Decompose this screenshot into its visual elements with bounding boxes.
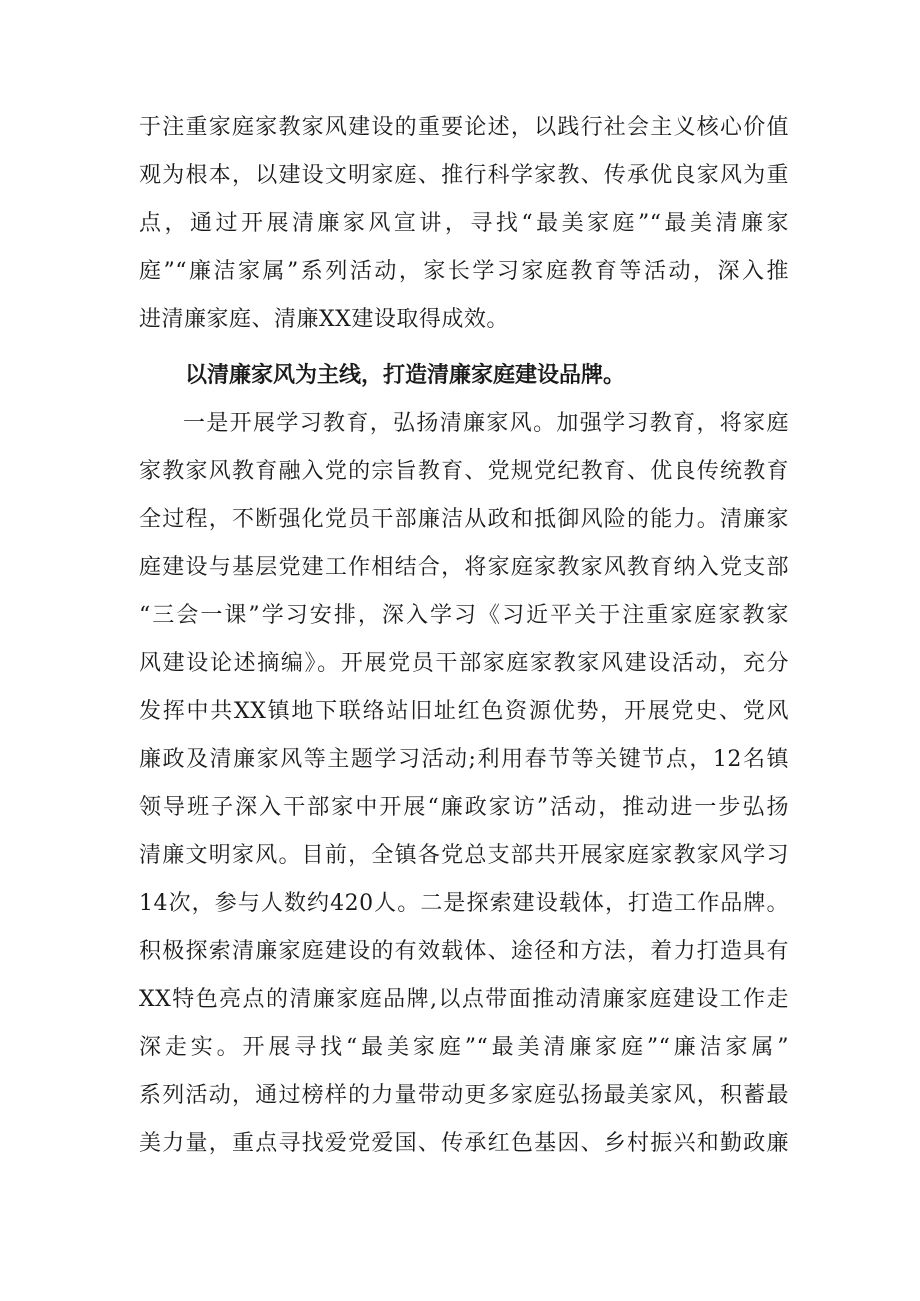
paragraph-2 [139,400,789,1168]
paragraph-line: 于注重家庭家教家风建设的重要论述，以践行社会主义核心价值 [139,115,789,140]
paragraph-line: 一是开展学习教育，弘扬清廉家风。加强学习教育，将家庭 [183,411,789,436]
section-heading: 以清廉家风为主线，打造清廉家庭建设品牌。 [185,363,626,388]
paragraph-line: 观为根本，以建设文明家庭、推行科学家教、传承优良家风为重 [139,163,789,188]
paragraph-line: 风建设论述摘编》。开展党员干部家庭家教家风建设活动，充分 [139,651,789,676]
paragraph-line: 全过程，不断强化党员干部廉洁从政和抵御风险的能力。清廉家 [139,507,789,532]
paragraph-line: 点，通过开展清廉家风宣讲，寻找“最美家庭”“最美清廉家 [139,211,789,236]
paragraph-line: 美力量，重点寻找爱党爱国、传承红色基因、乡村振兴和勤政廉 [139,1131,789,1156]
paragraph-line: 14次，参与人数约420人。二是探索建设载体，打造工作品牌。 [139,891,789,916]
paragraph-line: 清廉文明家风。目前，全镇各党总支部共开展家庭家教家风学习 [139,843,789,868]
paragraph-line: 系列活动，通过榜样的力量带动更多家庭弘扬最美家风，积蓄最 [139,1083,789,1108]
paragraph-line: 庭”“廉洁家属”系列活动，家长学习家庭教育等活动，深入推 [139,259,789,284]
paragraph-line: 进清廉家庭、清廉XX建设取得成效。 [139,307,509,332]
paragraph-line: “三会一课”学习安排，深入学习《习近平关于注重家庭家教家 [139,603,789,628]
paragraph-line: 廉政及清廉家风等主题学习活动;利用春节等关键节点，12名镇 [139,747,789,772]
paragraph-line: 领导班子深入干部家中开展“廉政家访”活动，推动进一步弘扬 [139,795,789,820]
paragraph-line: 深走实。开展寻找“最美家庭”“最美清廉家庭”“廉洁家属” [139,1035,789,1060]
paragraph-1 [139,104,789,344]
paragraph-line: 积极探索清廉家庭建设的有效载体、途径和方法，着力打造具有 [139,939,789,964]
paragraph-line: XX特色亮点的清廉家庭品牌,以点带面推动清廉家庭建设工作走 [139,987,789,1012]
paragraph-line: 庭建设与基层党建工作相结合，将家庭家教家风教育纳入党支部 [139,555,789,580]
paragraph-line: 家教家风教育融入党的宗旨教育、党规党纪教育、优良传统教育 [139,459,789,484]
paragraph-line: 发挥中共XX镇地下联络站旧址红色资源优势，开展党史、党风 [139,699,789,724]
